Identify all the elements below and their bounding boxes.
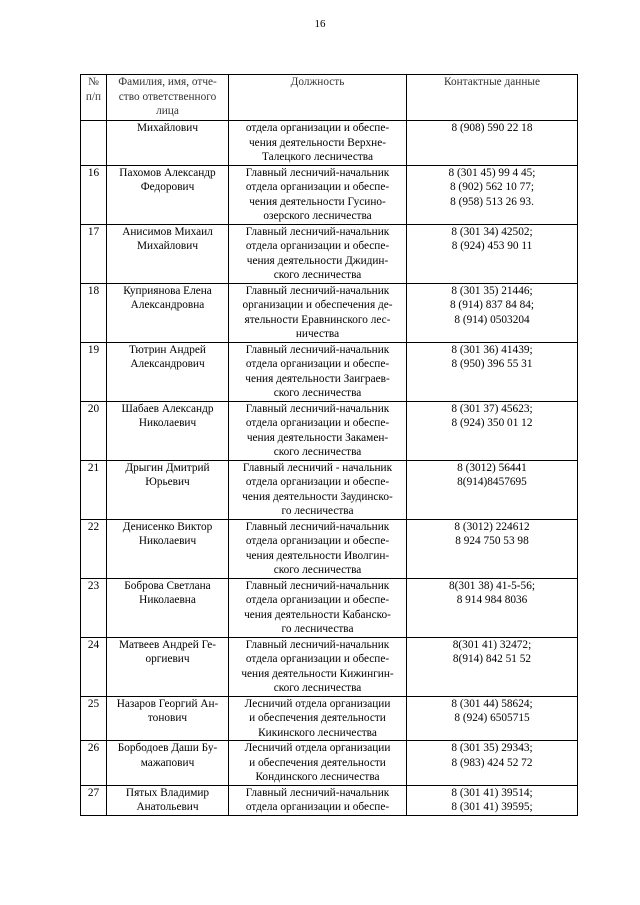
job-position: Главный лесничий-начальник организации и обеспечения де- ятельности Еравнинского лес- ничества xyxy=(229,283,407,342)
table-row xyxy=(81,283,578,342)
row-number: 20 xyxy=(81,401,107,460)
job-position: Главный лесничий-начальник отдела организации и обеспе- чения деятельности Кабанско- го лесничества xyxy=(229,578,407,637)
person-name: Дрыгин Дмитрий Юрьевич xyxy=(107,460,229,519)
row-number: 16 xyxy=(81,165,107,224)
job-position: Лесничий отдела организации и обеспечения деятельности Кондинского лесничества xyxy=(229,741,407,786)
person-name: Пахомов Александр Федорович xyxy=(107,165,229,224)
person-name: Матвеев Андрей Ге- оргиевич xyxy=(107,637,229,696)
row-number: 23 xyxy=(81,578,107,637)
row-number: 24 xyxy=(81,637,107,696)
row-number: 27 xyxy=(81,785,107,815)
row-number: 25 xyxy=(81,696,107,741)
job-position: Главный лесничий - начальник отдела организации и обеспе- чения деятельности Заудинско- го лесничества xyxy=(229,460,407,519)
person-name: Анисимов Михаил Михайлович xyxy=(107,224,229,283)
table-row xyxy=(81,696,578,741)
row-number: 21 xyxy=(81,460,107,519)
page-number: 16 xyxy=(314,18,326,30)
table-row xyxy=(81,342,578,401)
contact-phones: 8 (3012) 224612 8 924 750 53 98 xyxy=(407,519,578,578)
contact-phones: 8 (301 36) 41439; 8 (950) 396 55 31 xyxy=(407,342,578,401)
row-number: 18 xyxy=(81,283,107,342)
contacts-table xyxy=(80,74,578,816)
table-row xyxy=(81,121,578,166)
person-name: Михайлович xyxy=(107,121,229,166)
row-number: 19 xyxy=(81,342,107,401)
header-contact: Контактные данные xyxy=(407,75,578,121)
table-row xyxy=(81,578,578,637)
contact-phones: 8 (301 35) 21446; 8 (914) 837 84 84; 8 (914) 0503204 xyxy=(407,283,578,342)
row-number: 17 xyxy=(81,224,107,283)
row-number xyxy=(81,121,107,166)
job-position: Главный лесничий-начальник отдела организации и обеспе- чения деятельности Иволгин- ского лесничества xyxy=(229,519,407,578)
contact-phones: 8(301 41) 32472; 8(914) 842 51 52 xyxy=(407,637,578,696)
contact-phones: 8(301 38) 41-5-56; 8 914 984 8036 xyxy=(407,578,578,637)
contact-phones: 8 (301 35) 29343; 8 (983) 424 52 72 xyxy=(407,741,578,786)
job-position: Главный лесничий-начальник отдела организации и обеспе- чения деятельности Джидин- ского лесничества xyxy=(229,224,407,283)
person-name: Пятых Владимир Анатольевич xyxy=(107,785,229,815)
row-number: 22 xyxy=(81,519,107,578)
person-name: Шабаев Александр Николаевич xyxy=(107,401,229,460)
header-position: Должность xyxy=(229,75,407,121)
contact-phones: 8 (908) 590 22 18 xyxy=(407,121,578,166)
job-position: Главный лесничий-начальник отдела организации и обеспе- чения деятельности Гусино- озерского лесничества xyxy=(229,165,407,224)
table-row xyxy=(81,637,578,696)
person-name: Тютрин Андрей Александрович xyxy=(107,342,229,401)
table-row xyxy=(81,165,578,224)
table-row xyxy=(81,519,578,578)
contact-phones: 8 (301 41) 39514; 8 (301 41) 39595; xyxy=(407,785,578,815)
person-name: Борбодоев Даши Бу- мажапович xyxy=(107,741,229,786)
job-position: Главный лесничий-начальник отдела организации и обеспе- чения деятельности Закамен- ского лесничества xyxy=(229,401,407,460)
table-header xyxy=(81,75,578,121)
table-row xyxy=(81,741,578,786)
table-row xyxy=(81,401,578,460)
table-row xyxy=(81,460,578,519)
table-row xyxy=(81,224,578,283)
header-num: № п/п xyxy=(81,75,107,121)
header-row xyxy=(81,75,578,121)
table-body xyxy=(81,121,578,816)
row-number: 26 xyxy=(81,741,107,786)
contact-phones: 8 (301 34) 42502; 8 (924) 453 90 11 xyxy=(407,224,578,283)
table-row xyxy=(81,785,578,815)
job-position: отдела организации и обеспе- чения деятельности Верхне- Талецкого лесничества xyxy=(229,121,407,166)
job-position: Лесничий отдела организации и обеспечения деятельности Кикинского лесничества xyxy=(229,696,407,741)
person-name: Боброва Светлана Николаевна xyxy=(107,578,229,637)
contact-phones: 8 (301 45) 99 4 45; 8 (902) 562 10 77; 8 (958) 513 26 93. xyxy=(407,165,578,224)
person-name: Денисенко Виктор Николаевич xyxy=(107,519,229,578)
contact-phones: 8 (3012) 56441 8(914)8457695 xyxy=(407,460,578,519)
person-name: Назаров Георгий Ан- тонович xyxy=(107,696,229,741)
job-position: Главный лесничий-начальник отдела организации и обеспе- чения деятельности Кижингин- ского лесничества xyxy=(229,637,407,696)
contact-phones: 8 (301 37) 45623; 8 (924) 350 01 12 xyxy=(407,401,578,460)
contact-phones: 8 (301 44) 58624; 8 (924) 6505715 xyxy=(407,696,578,741)
job-position: Главный лесничий-начальник отдела организации и обеспе- чения деятельности Заиграев- ского лесничества xyxy=(229,342,407,401)
header-name: Фамилия, имя, отче- ство ответственного лица xyxy=(107,75,229,121)
job-position: Главный лесничий-начальник отдела организации и обеспе- xyxy=(229,785,407,815)
person-name: Куприянова Елена Александровна xyxy=(107,283,229,342)
